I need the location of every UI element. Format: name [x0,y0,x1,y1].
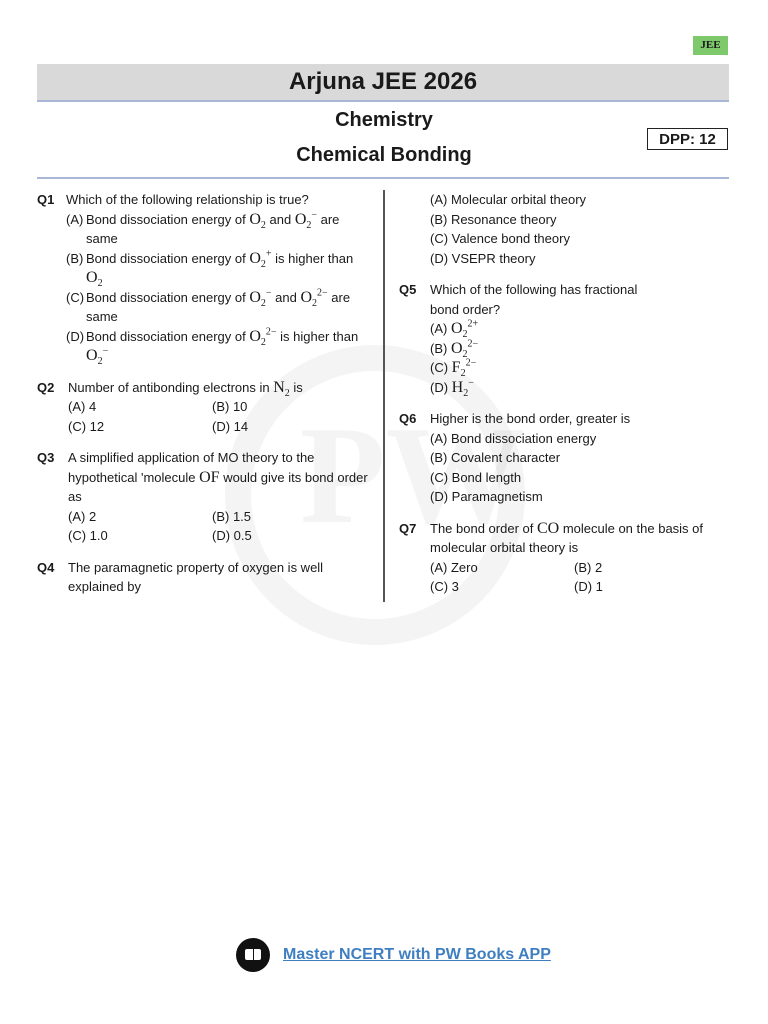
right-column [399,190,719,597]
option-c[interactable]: (C) 12 [68,418,105,434]
option-c[interactable]: (C) 1.0 [68,528,108,543]
dpp-box: DPP: 12 [647,128,728,150]
question-text: The paramagnetic property of oxygen is well explained by [68,559,324,594]
question-number: Q6 [399,411,417,426]
question-q4-options [399,190,719,268]
exam-badge: JEE [693,36,728,55]
option-d[interactable]: (D) VSEPR theory [430,250,536,266]
options-grid [430,558,719,597]
formula: $O_2^{2-}$ [450,338,479,360]
option-b[interactable]: (B) Resonance theory [430,211,557,227]
option-d[interactable]: (D) Bond dissociation energy of $O_2^{2-}$ is higher than $O_2^-$ [66,326,359,368]
formula: $O_2^-$ [249,287,272,309]
question-text: Higher is the bond order, greater is [430,411,631,426]
option-c[interactable]: (C) Bond dissociation energy of $O_2^-$ and $O_2^{2-}$ are same [66,287,351,324]
formula: $O_2$ [249,210,266,231]
question-q7 [399,519,719,597]
question-text: Which of the following relationship is true? [66,192,309,207]
formula: $N_2$ [273,378,290,399]
option-b[interactable]: (B) Bond dissociation energy of $O_2^+$ is higher than $O_2$ [66,248,354,290]
subject-heading: Chemistry [335,109,433,131]
formula: OF [199,468,220,486]
option-a[interactable]: (A) Bond dissociation energy [430,430,597,446]
chapter-heading: Chemical Bonding [296,144,472,166]
option-label: (C) [66,289,85,305]
option-c[interactable]: (C) Valence bond theory [430,231,570,246]
question-q2 [37,378,369,437]
question-number: Q5 [399,282,417,297]
options-grid [68,507,369,546]
option-d[interactable]: (D) $H_2^-$ [430,377,474,399]
book-icon [236,938,270,972]
formula: CO [536,519,560,537]
option-b[interactable]: (B) 2 [574,559,603,575]
question-text: Number of antibonding electrons in $N_2$ is [68,378,303,399]
question-number: Q7 [399,520,417,536]
question-text: A simplified application of MO theory to the hypothetical 'molecule OF would give its bond order as [68,450,368,504]
option-b[interactable]: (B) $O_2^{2-}$ [430,338,479,360]
question-number: Q1 [37,192,55,207]
option-a[interactable]: (A) Zero [430,559,478,575]
formula: $O_2^-$ [294,209,318,231]
option-d[interactable]: (D) 0.5 [212,528,252,543]
formula: $O_2^{2+}$ [450,318,479,341]
option-c[interactable]: (C) 3 [430,579,459,594]
question-text: The bond order of CO molecule on the basis of molecular orbital theory is [430,519,704,555]
option-label: (D) [66,328,85,344]
option-c[interactable]: (C) Bond length [430,469,522,485]
formula: $H_2^-$ [451,377,474,399]
formula: $O_2^+$ [249,248,272,270]
question-q6 [399,409,719,507]
question-q4 [37,558,369,597]
question-number: Q4 [37,559,55,575]
footer [236,938,551,972]
option-b[interactable]: (B) Covalent character [430,450,561,465]
column-divider [383,190,385,602]
option-a[interactable]: (A) Molecular orbital theory [430,192,587,207]
question-q1 [37,190,369,366]
option-d[interactable]: (D) 1 [574,579,603,594]
header-rule [37,177,729,179]
question-q5 [399,280,719,397]
formula: $O_2^-$ [86,345,109,368]
pw-books-app-link[interactable]: Master NCERT with PW Books APP [283,946,551,963]
question-number: Q3 [37,450,55,465]
option-d[interactable]: (D) 14 [212,418,249,434]
option-c[interactable]: (C) $F_2^{2-}$ [430,357,477,380]
option-a[interactable]: (A) $O_2^{2+}$ [430,318,479,341]
option-label: (B) [66,250,84,266]
option-a[interactable]: (A) 4 [68,399,97,414]
question-q3 [37,448,369,546]
option-d[interactable]: (D) Paramagnetism [430,489,543,504]
option-label: (A) [66,211,84,227]
option-a[interactable]: (A) Bond dissociation energy of $O_2$ and $O_2^-$ are same [66,209,340,246]
formula: $O_2^{2-}$ [249,326,277,348]
formula: $F_2^{2-}$ [451,357,477,380]
left-column [37,190,369,597]
formula: $O_2$ [86,269,103,290]
question-text: Which of the following has fractional bond order? [430,282,638,317]
formula: $O_2^{2-}$ [300,287,328,309]
question-number: Q2 [37,379,55,395]
page-title: Arjuna JEE 2026 [37,64,729,102]
option-b[interactable]: (B) 1.5 [212,508,252,524]
option-a[interactable]: (A) 2 [68,508,97,524]
option-b[interactable]: (B) 10 [212,399,248,414]
options-grid [68,397,369,436]
